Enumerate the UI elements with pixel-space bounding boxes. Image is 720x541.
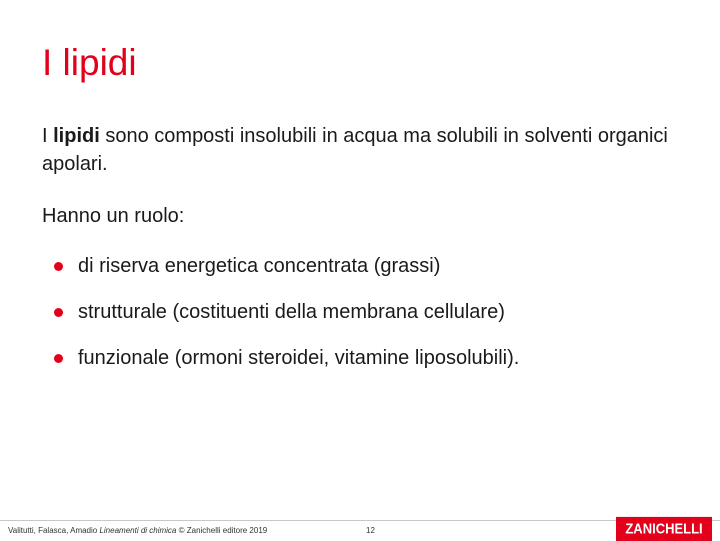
lead-text: Hanno un ruolo: [42, 205, 185, 227]
footer-divider [0, 520, 720, 521]
credit-authors: Valitutti, Falasca, Amadio [8, 526, 100, 535]
bullet-dot-icon [54, 308, 63, 317]
list-item [54, 346, 519, 370]
intro-keyword: lipidi [53, 125, 100, 147]
page-number: 12 [366, 526, 375, 535]
footer-credit [8, 526, 267, 535]
bullet-list [54, 254, 519, 392]
intro-paragraph [42, 122, 682, 178]
bullet-text: strutturale (costituenti della membrana cellulare) [78, 301, 505, 323]
list-item [54, 254, 519, 278]
credit-publisher: © Zanichelli editore 2019 [176, 526, 268, 535]
bullet-text: di riserva energetica concentrata (grassi) [78, 255, 441, 277]
bullet-dot-icon [54, 354, 63, 363]
bullet-text: funzionale (ormoni steroidei, vitamine liposolubili). [78, 347, 520, 369]
list-item [54, 300, 519, 324]
slide-title: I lipidi [42, 42, 137, 83]
intro-rest: sono composti insolubili in acqua ma solubili in solventi organici apolari. [42, 125, 668, 175]
credit-book-title: Lineamenti di chimica [99, 526, 177, 535]
publisher-logo: ZANICHELLI [616, 517, 712, 541]
intro-prefix: I [42, 125, 54, 147]
bullet-dot-icon [54, 262, 63, 271]
